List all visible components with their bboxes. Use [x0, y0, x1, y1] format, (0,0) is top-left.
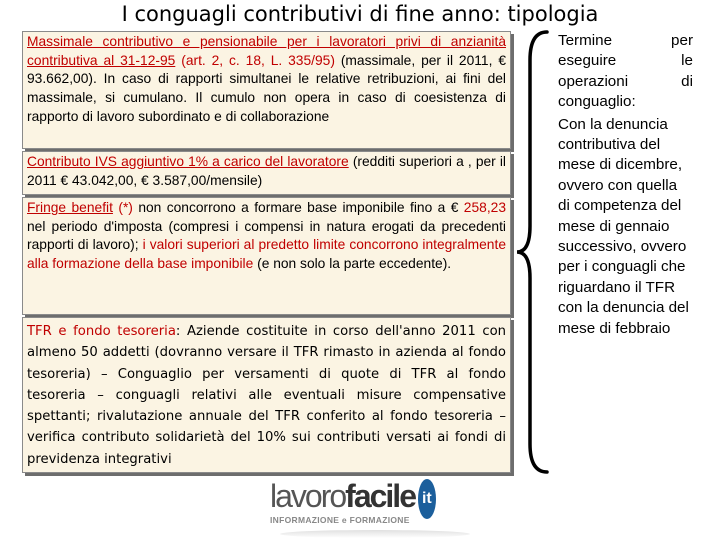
fringe-asterisk: (*)	[118, 200, 133, 215]
lavorofacile-logo	[270, 478, 470, 540]
tfr-box	[22, 317, 511, 473]
tfr-body: : Aziende costituite in corso dell'anno 2011 con almeno 50 addetti (dovranno versare il TFR rimasto in azienda al fondo tesoreria) – Conguaglio per versamenti di quote di TFR al fondo tesoreria – conguagli relativi alle eventuali misure compensative spettanti; rivalutazione annuale del TFR conferito al fondo tesoreria – verifica contributo solidarietà del 10% sui contributi versati ai fondi di previdenza integrativi	[27, 324, 507, 467]
deadline-panel	[558, 31, 693, 339]
logo-word-2: facile	[345, 478, 415, 514]
massimale-body: (massimale, per il 2011, € 93.662,00). In caso di rapporti simultanei le relative retribuzioni, ai fini del massimale, si cumulano. Il cumulo non opera in caso di coesistenza di rapporto di lavoro subordinato e di collaborazione	[27, 52, 506, 124]
page-title: I conguagli contributivi di fine anno: tipologia	[121, 2, 599, 26]
deadline-body: Con la denuncia contributiva del mese di dicembre, ovvero con quella di competenza del mese di gennaio successivo, ovvero per i conguagli che riguardano il TFR con la denuncia del mese di febbraio	[558, 115, 689, 337]
curly-brace-icon	[514, 30, 554, 475]
logo-wordmark	[270, 478, 436, 519]
fringe-amount: 258,23	[463, 200, 506, 215]
ivs-heading: Contributo IVS aggiuntivo 1% a carico del lavoratore	[27, 154, 349, 169]
ivs-body: (redditi superiori a , per il 2011 € 43.042,00, € 3.587,00/mensile)	[27, 154, 506, 188]
fringe-text-2: nel periodo d'imposta (compresi i compensi in natura erogati da precedenti rapporti di lavoro);	[27, 218, 506, 253]
logo-badge-icon: it	[418, 479, 436, 519]
ivs-box	[22, 151, 511, 195]
fringe-red-text: i valori superiori al predetto limite concorrono integralmente alla formazione della base imponibile	[27, 237, 506, 272]
fringe-heading: Fringe benefit	[27, 200, 113, 215]
fringe-text-3: (e non solo la parte eccedente).	[257, 256, 452, 272]
massimale-heading: Massimale contributivo e pensionabile per i lavoratori privi di anzianità contributiva al 31-12-95	[27, 34, 506, 68]
fringe-benefit-box	[22, 197, 511, 315]
fringe-text-1: non concorrono a formare base imponibile fino a €	[138, 200, 459, 215]
logo-shadow	[280, 530, 470, 538]
deadline-heading: Termine per eseguire le operazioni di conguaglio:	[558, 32, 693, 111]
massimale-box	[22, 31, 511, 149]
logo-word-1: lavoro	[270, 478, 346, 514]
massimale-reference: (art. 2, c. 18, L. 335/95)	[181, 52, 335, 68]
tfr-heading: TFR e fondo tesoreria	[27, 324, 176, 339]
logo-tagline: INFORMAZIONE e FORMAZIONE	[270, 515, 410, 525]
